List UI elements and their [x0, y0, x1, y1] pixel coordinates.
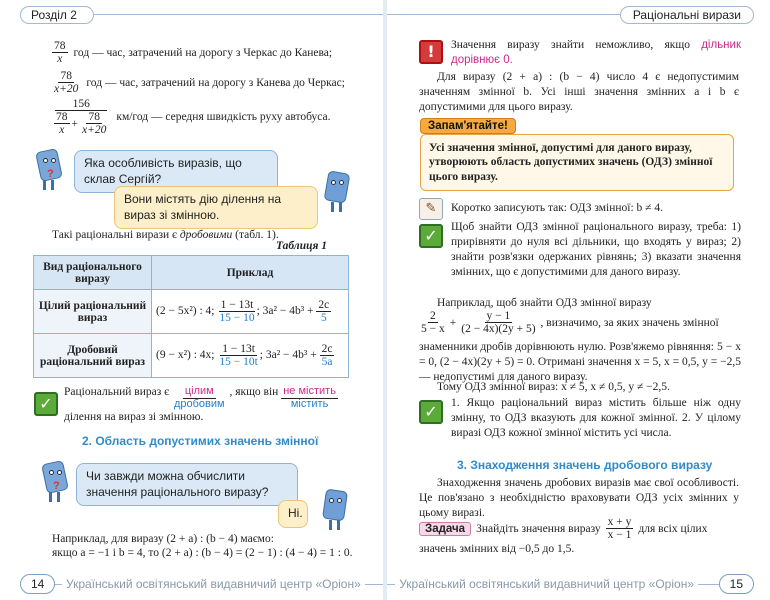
- table-row: [34, 290, 349, 334]
- notes-text: 1. Якщо раціональний вираз містить більше ніж одну змінну, то ОДЗ вказують для кожної змінної. 2. У цілому виразі ОДЗ кожної змінної містить усі числа.: [451, 397, 741, 439]
- warning-text: Значення виразу знайти неможливо, якщо дільник дорівнює 0.: [451, 39, 741, 66]
- table-row: [34, 334, 349, 378]
- left-page: [0, 0, 383, 600]
- intro-text: Такі раціональні вирази є дробовими (табл. 1).: [52, 229, 279, 241]
- publisher-name: Український освітянський видавничий центр «Оріон»: [62, 577, 365, 591]
- section-heading: 2. Область допустимих значень змінної: [82, 434, 319, 448]
- check-icon: ✓: [419, 224, 443, 248]
- publisher-name: Український освітянський видавничий центр «Оріон»: [395, 577, 698, 591]
- expression-types-table: [33, 255, 349, 378]
- robot-character-icon: [320, 486, 350, 532]
- task-label: Задача: [419, 522, 471, 536]
- chapter-label: Розділ 2: [20, 6, 94, 24]
- fraction-line-2: $\frac{78}{x+20}$ год — час, затрачений на дорогу з Канева до Черкас;: [54, 70, 345, 96]
- right-header: [387, 0, 770, 28]
- example-line-1: Наприклад, для виразу (2 + a) : (b − 4) маємо:: [52, 533, 274, 545]
- complex-fraction: 156 $\frac{78}{x}$ + $\frac{78}{x+20}$: [56, 98, 107, 137]
- robot-character-icon: [322, 168, 352, 214]
- example-intro: Наприклад, щоб знайти ОДЗ змінної виразу: [437, 297, 652, 309]
- left-footer: [0, 568, 383, 600]
- steps-text: Щоб знайти ОДЗ змінної раціонального виразу, треба: 1) прирівняти до нуля всі дільники, що входять у вираз; 2) знайти розв'язки одержаних рівнянь; 3) вказати значення змінних, що є допустимими для даного виразу.: [451, 221, 741, 278]
- speech-bubble-answer: Вони містять дію ділення на вираз зі змінною.: [114, 186, 318, 229]
- right-page: [387, 0, 770, 600]
- right-footer: [387, 568, 770, 600]
- remember-box: Усі значення змінної, допустимі для даного виразу, утворюють область допустимих значень (ОДЗ) змінної цього виразу.: [420, 134, 734, 191]
- example-cell: (9 − x²) : 4x; $\frac{1 - 13t}{15 - 10t}$ ; 3a² − 4b³ + $\frac{2c}{5a}$: [152, 334, 349, 378]
- table-header-row: [34, 256, 349, 290]
- paragraph: Для виразу (2 + a) : (b − 4) число 4 є недопустимим значенням змінної b. Усі інші значення змінних a і b є допустимими для цього виразу.: [419, 71, 739, 113]
- example-cell: (2 − 5x²) : 4; $\frac{1 - 13t}{15 - 10}$ ; 3a² − 4b³ + $\frac{2c}{5}$: [152, 290, 349, 334]
- speech-bubble-answer: Ні.: [278, 500, 308, 528]
- row-label: Цілий раціональний вираз: [34, 290, 152, 334]
- short-notation: Коротко записують так: ОДЗ змінної: b ≠ 4.: [451, 202, 663, 214]
- left-header: [0, 0, 383, 28]
- check-icon: ✓: [419, 400, 443, 424]
- warning-icon: !: [419, 40, 443, 64]
- robot-character-icon: ?: [40, 458, 70, 504]
- page-number: 14: [20, 574, 55, 594]
- pen-icon: ✎: [419, 198, 443, 220]
- fraction-line-1: $\frac{78}{x}$ год — час, затрачений на дорогу з Черкас до Канева;: [54, 40, 333, 66]
- odz-result: Тому ОДЗ змінної вираз: x ≠ 5, x ≠ 0,5, y ≠ −2,5.: [437, 381, 670, 393]
- page-number: 15: [719, 574, 754, 594]
- example-expression: $\frac{2}{5 - x}$ + $\frac{y - 1}{(2 - 4x)(2y + 5)}$ , визначимо, за яких значень змінної: [421, 310, 719, 336]
- check-icon: ✓: [34, 392, 58, 416]
- task-line-2: значень змінних від −0,5 до 1,5.: [419, 543, 575, 555]
- fraction-line-3: 156 $\frac{78}{x}$ + $\frac{78}{x+20}$ км/год — середня швидкість руху автобуса.: [52, 98, 330, 136]
- remember-label: Запам'ятайте!: [420, 118, 516, 134]
- speech-bubble-question: Яка особливість виразів, що склав Сергій?: [74, 150, 278, 193]
- row-label: Дробовий раціональний вираз: [34, 334, 152, 378]
- paragraph: знаменники дробів дорівнюють нулю. Розв'яжемо рівняння: 5 − x = 0, (2 − 4x)(2y + 5) = 0. Отримані значення x = 5, x = 0,5, y = −2,5 — недопустимі для даного виразу.: [419, 341, 741, 383]
- column-header: Вид раціонального виразу: [34, 256, 152, 290]
- fraction: $\frac{78}{x+20}$: [54, 70, 79, 96]
- example-line-2: якщо a = −1 і b = 4, то (2 + a) : (b − 4) = (2 − 1) : (4 − 4) = 1 : 0.: [52, 547, 353, 559]
- rule-text: Раціональний вираз є $\frac{\text{цілим}}{\text{дробовим}}$ , якщо він $\frac{\text{не містить}}{\text{містить}}$ ділення на вираз зі змінною.: [64, 385, 336, 424]
- column-header: Приклад: [152, 256, 349, 290]
- robot-character-icon: ?: [34, 146, 64, 192]
- paragraph: Знаходження значень дробових виразів має свої особливості. Це пов'язано з необхідністю враховувати ОДЗ усіх змінних у цьому виразі.: [419, 477, 739, 519]
- speech-bubble-question: Чи завжди можна обчислити значення раціонального виразу?: [76, 463, 298, 506]
- table-caption: Таблиця 1: [276, 240, 328, 252]
- fraction: $\frac{78}{x}$: [54, 40, 66, 66]
- topic-label: Раціональні вирази: [620, 6, 754, 24]
- section-heading: 3. Знаходження значень дробового виразу: [457, 458, 713, 472]
- task-line: Задача Знайдіть значення виразу $\frac{x + y}{x - 1}$ для всіх цілих: [419, 516, 707, 541]
